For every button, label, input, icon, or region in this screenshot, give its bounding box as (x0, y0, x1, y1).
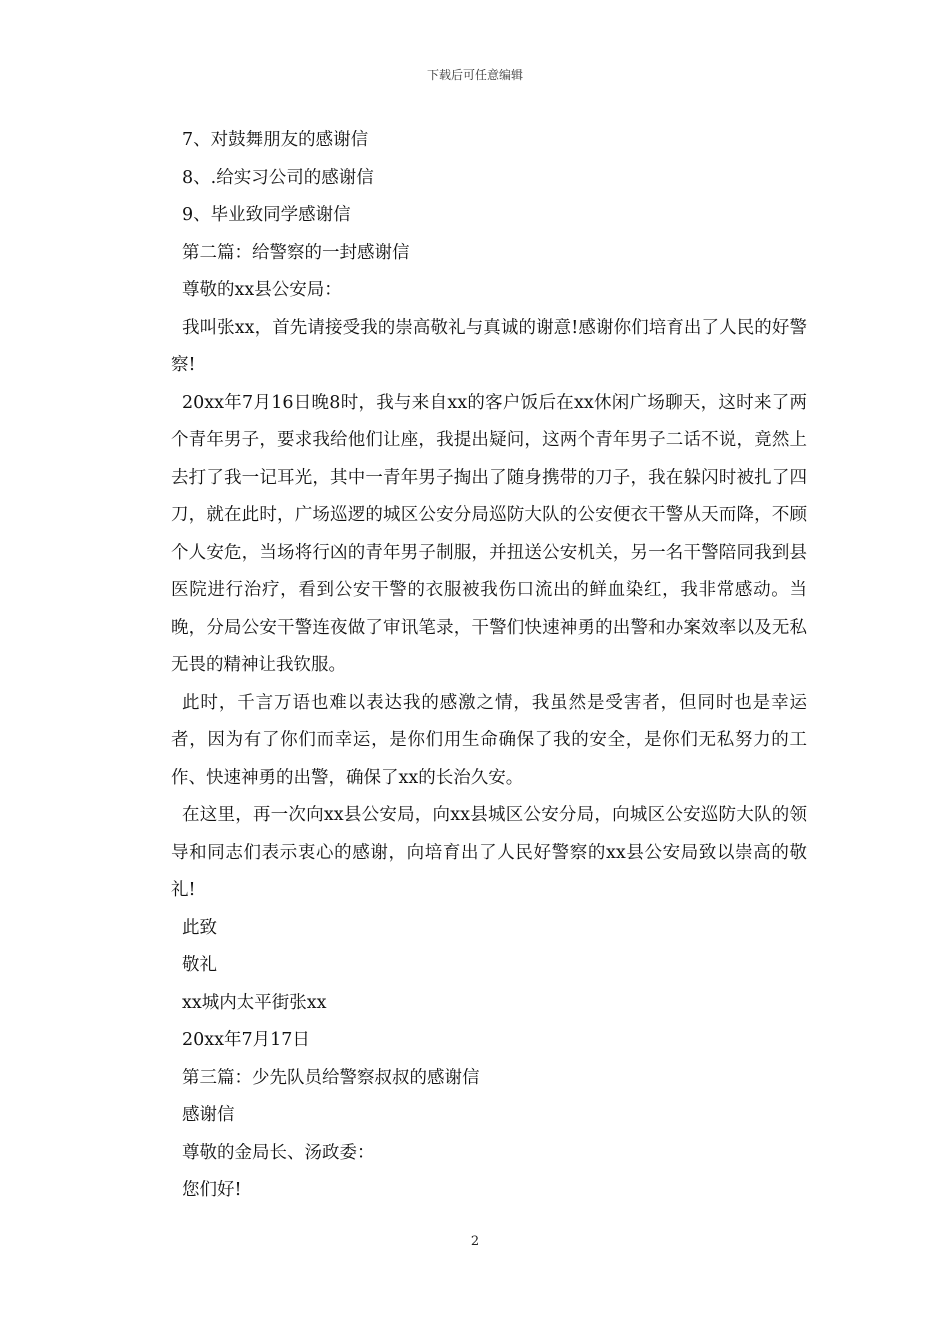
body-paragraph-2: 20xx年7月16日晚8时，我与来自xx的客户饭后在xx休闲广场聊天，这时来了两个青年男子，要求我给他们让座，我提出疑问，这两个青年男子二话不说，竟然上去打了我一记耳光，其中一青年男子掏出了随身携带的刀子，我在躲闪时被扎了四刀，就在此时，广场巡逻的城区公安分局巡防大队的公安便衣干警从天而降，不顾个人安危，当场将行凶的青年男子制服，并扭送公安机关，另一名干警陪同我到县医院进行治疗，看到公安干警的衣服被我伤口流出的鲜血染红，我非常感动。当晚，分局公安干警连夜做了审讯笔录，干警们快速神勇的出警和办案效率以及无私无畏的精神让我钦服。 (171, 392, 807, 675)
page-header: 下载后可任意编辑 (426, 68, 523, 82)
salutation-2: 尊敬的金局长、汤政委： (182, 1142, 375, 1163)
body-paragraph-3: 此时，千言万语也难以表达我的感激之情，我虽然是受害者，但同时也是幸运者，因为有了你们而幸运，是你们用生命确保了我的安全，是你们无私努力的工作、快速神勇的出警，确保了xx的长治久安。 (171, 692, 807, 788)
closing-2: 敬礼 (182, 955, 217, 975)
date: 20xx年7月17日 (182, 1030, 310, 1050)
signature: xx城内太平街张xx (182, 992, 327, 1013)
section-title-3: 第三篇：少先队员给警察叔叔的感谢信 (182, 1067, 480, 1088)
salutation: 尊敬的xx县公安局： (182, 280, 342, 300)
list-item-7: 7、对鼓舞朋友的感谢信 (182, 130, 369, 150)
body-paragraph-1: 我叫张xx，首先请接受我的崇高敬礼与真诚的谢意!感谢你们培育出了人民的好警察! (171, 317, 807, 375)
closing-1: 此致 (182, 917, 217, 938)
list-item-8: 8、.给实习公司的感谢信 (182, 167, 374, 188)
section-title-2: 第二篇：给警察的一封感谢信 (182, 242, 410, 263)
greeting: 您们好! (182, 1180, 242, 1200)
list-item-9: 9、毕业致同学感谢信 (182, 205, 351, 225)
document-body (171, 122, 807, 1210)
body-paragraph-4: 在这里，再一次向xx县公安局，向xx县城区公安分局，向城区公安巡防大队的领导和同志们表示衷心的感谢，向培育出了人民好警察的xx县公安局致以崇高的敬礼! (171, 805, 807, 900)
letter-title: 感谢信 (182, 1105, 235, 1125)
page-number: 2 (470, 1234, 480, 1249)
